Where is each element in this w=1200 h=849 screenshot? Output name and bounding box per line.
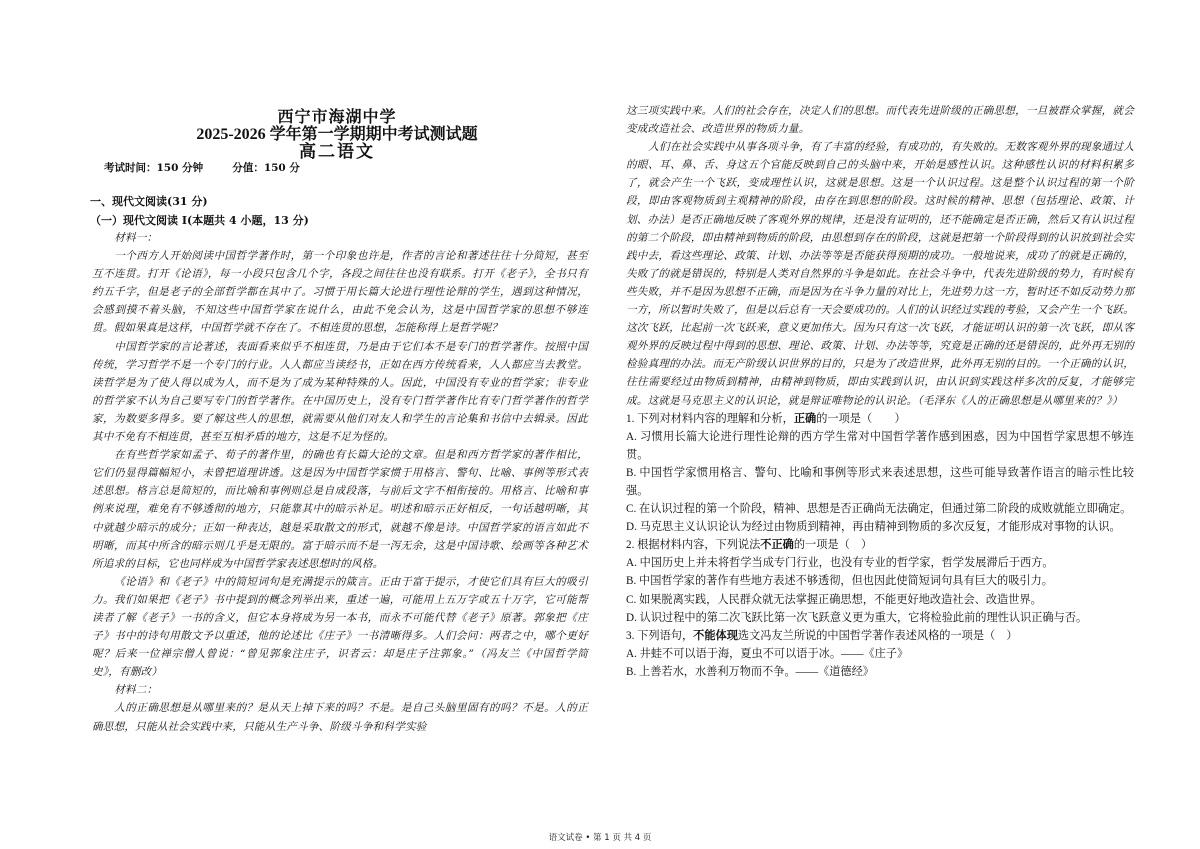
right-column xyxy=(626,102,1134,681)
material-1-paragraph-1: 一个西方人开始阅读中国哲学著作时，第一个印象也许是，作者的言论和著述往往十分简短，甚至互不连贯。打开《论语》，每一小段只包含几个字，各段之间往往也没有联系。打开《老子》，全书只有约五千字，但是老子的全部哲学都在其中了。习惯于用长篇大论进行理性论辩的学生，遇到这种情况，会感到摸不着头脑，不知这些中国哲学家在说什么，由此不免会认为，这是中国哲学家的思想不够连贯。假如果真是这样，中国哲学就不存在了。不相连贯的思想，怎能称得上是哲学呢？ xyxy=(92,250,588,335)
question-2-option-d: D. 认识过程中的第二次飞跃比第一次飞跃意义更为重大，它将检验此前的理性认识正确与否。 xyxy=(626,611,1088,624)
material-1-paragraph-3: 在有些哲学家如孟子、荀子的著作里，的确也有长篇大论的文章。但是和西方哲学家的著作相比，它们仍显得篇幅短小，未曾把道理讲透。这是因为中国哲学家惯于用格言、警句、比喻、事例等形式表述思想。格言总是简短的，而比喻和事例则总是自成段落，与前后文字不相衔接的。用格言、比喻和事例来说理，难免有不够透彻的地方，只能靠其中的暗示补足。明述和暗示正好相反，一句话越明晰，其中就越少暗示的成分；正如一种表达，越是采取散文的形式，就越不像是诗。中国哲学家的语言如此不明晰，而其中所含的暗示则几乎是无限的。富于暗示而不是一泻无余，这是中国诗歌、绘画等各种艺术所追求的目标，它也同样成为中国哲学家表述思想时的风格。 xyxy=(92,449,588,570)
question-2-option-a: A. 中国历史上并未将哲学当成专门行业，也没有专业的哲学家，哲学发展滞后于西方。 xyxy=(626,557,1054,570)
question-2-option-b: B. 中国哲学家的著作有些地方表述不够透彻，但也因此使简短词句具有巨大的吸引力。 xyxy=(626,575,1053,588)
question-1-stem-end: 的一项是（ ） xyxy=(816,412,906,425)
question-3-stem-text: 3. 下列语句， xyxy=(626,629,694,642)
question-3-stem xyxy=(626,627,1134,645)
material-1-paragraph-2: 中国哲学家的言论著述，表面看来似乎不相连贯，乃是由于它们本不是专门的哲学著作。按照中国传统，学习哲学不是一个专门的行业。人人都应当读经书，正如在西方传统看来，人人都应当去教堂。读哲学是为了使人得以成为人，而不是为了成为某种特殊的人。因此，中国没有专业的哲学家；非专业的哲学家不认为自己要写专门的哲学著作。在中国历史上，没有专门哲学著作比有专门哲学著作的哲学家，为数要多得多。要了解这些人的思想，就需要从他们对友人和学生的言论集和书信中去辑录。因此其中不免有不相连贯，甚至互相矛盾的地方，这是不足为怪的。 xyxy=(92,340,588,444)
material-2-paragraph-2: 人们在社会实践中从事各项斗争，有了丰富的经验，有成功的，有失败的。无数客观外界的现象通过人的眼、耳、鼻、舌、身这五个官能反映到自己的头脑中来，开始是感性认识。这种感性认识的材料积累多了，就会产生一个飞跃，变成理性认识，这就是思想。这是一个认识过程。这是整个认识过程的第一个阶段，即由客观物质到主观精神的阶段，由存在到思想的阶段。这时候的精神、思想（包括理论、政策、计划、办法）是否正确地反映了客观外界的规律，还是没有证明的，还不能确定是否正确，然后又有认识过程的第二个阶段，即由精神到物质的阶段，由思想到存在的阶段，这就是把第一个阶段得到的认识放到社会实践中去，看这些理论、政策、计划、办法等等是否能获得预期的成功。一般地说来，成功了的就是正确的，失败了的就是错误的，特别是人类对自然界的斗争是如此。在社会斗争中，代表先进阶级的势力，有时候有些失败，并不是因为思想不正确，而是因为在斗争力量的对比上，先进势力这一方，暂时还不如反动势力那一方，所以暂时失败了，但是以后总有一天会要成功的。人们的认识经过实践的考验，又会产生一个飞跃。这次飞跃，比起前一次飞跃来，意义更加伟大。因为只有这一次飞跃，才能证明认识的第一次飞跃，即从客观外界的反映过程中得到的思想、理论、政策、计划、办法等等，究竟是正确的还是错误的，此外再无别的检验真理的办法。而无产阶级认识世界的目的，只是为了改造世界，此外再无别的目的。一个正确的认识，往往需要经过由物质到精神，由精神到物质，即由实践到认识，由认识到实践这样多次的反复，才能够完成。这就是马克思主义的认识论，就是辩证唯物论的认识论。（毛泽东《人的正确思想是从哪里来的？》） xyxy=(626,141,1134,407)
material-1-label: 材料一： xyxy=(114,232,158,244)
question-1-option-d: D. 马克思主义认识论认为经过由物质到精神，再由精神到物质的多次反复，才能形成对事物的认识。 xyxy=(626,521,1121,534)
question-1-stem-text: 1. 下列对材料内容的理解和分析， xyxy=(626,412,794,425)
question-2-stem-end: 的一项是（ ） xyxy=(793,539,873,552)
section-heading-1: 一、现代文阅读(31 分) xyxy=(90,195,208,208)
question-1-stem xyxy=(626,410,1134,428)
question-1-option-a: A. 习惯用长篇大论进行理性论辩的西方学生常对中国哲学著作感到困惑，因为中国哲学家思想不够连贯。 xyxy=(626,430,1134,461)
question-2-emphasis: 不正确 xyxy=(760,539,794,552)
question-1-option-c: C. 在认识过程的第一个阶段，精神、思想是否正确尚无法确定，但通过第二阶段的成败就能立即确定。 xyxy=(626,503,1132,516)
subject-title: 高二语文 xyxy=(299,142,375,161)
question-3-option-b: B. 上善若水，水善利万物而不争。——《道德经》 xyxy=(626,665,874,678)
material-1-paragraph-4: 《论语》和《老子》中的简短词句是充满提示的箴言。正由于富于提示，才使它们具有巨大的吸引力。我们如果把《老子》书中提到的概念列举出来，重述一遍，可能用上五万字或五十万字，它可能帮读者了解《老子》一书的含义，但它本身将成为另一本书，而永不可能代替《老子》原著。郭象把《庄子》书中的诗句用散文予以重述，他的论述比《庄子》一书清晰得多。人们会问：两者之中，哪个更好呢？后来一位禅宗僧人曾说：“曾见郭象注庄子，识者云：却是庄子注郭象。”（冯友兰《中国哲学简史》，有删改） xyxy=(92,575,588,679)
exam-title: 2025-2026 学年第一学期期中考试测试题 xyxy=(196,126,478,143)
question-1-emphasis: 正确 xyxy=(793,412,817,425)
question-3-emphasis: 不能体现 xyxy=(693,629,738,642)
question-2-stem-text: 2. 根据材料内容，下列说法 xyxy=(626,539,761,552)
school-name: 西宁市海湖中学 xyxy=(277,109,397,126)
page-footer: 语文试卷 • 第 1 页 共 4 页 xyxy=(548,833,652,843)
material-2-paragraph-1: 人的正确思想是从哪里来的？是从天上掉下来的吗？不是。是自己头脑里固有的吗？不是。人的正确思想，只能从社会实践中来，只能从生产斗争、阶级斗争和科学实验 xyxy=(92,702,588,733)
material-2-label: 材料二： xyxy=(114,684,158,697)
question-2-stem xyxy=(626,536,1134,554)
question-2-option-c: C. 如果脱离实践，人民群众就无法掌握正确思想，不能更好地改造社会、改造世界。 xyxy=(626,593,1042,606)
question-3-option-a: A. 井蛙不可以语于海，夏虫不可以语于冰。——《庄子》 xyxy=(626,647,909,660)
material-2-paragraph-1-continued: 这三项实践中来。人们的社会存在，决定人们的思想。而代表先进阶级的正确思想，一旦被群众掌握，就会变成改造社会、改造世界的物质力量。 xyxy=(626,105,1134,136)
exam-meta: 考试时间：150 分钟 分值：150 分 xyxy=(104,162,300,174)
section-heading-2: （一）现代文阅读 I(本题共 4 小题，13 分) xyxy=(90,214,309,227)
left-column xyxy=(92,229,588,736)
question-1-option-b: B. 中国哲学家惯用格言、警句、比喻和事例等形式来表述思想，这些可能导致著作语言的暗示性比较强。 xyxy=(626,466,1134,497)
question-3-stem-end: 选文冯友兰所说的中国哲学著作表述风格的一项是（ ） xyxy=(737,629,1018,642)
